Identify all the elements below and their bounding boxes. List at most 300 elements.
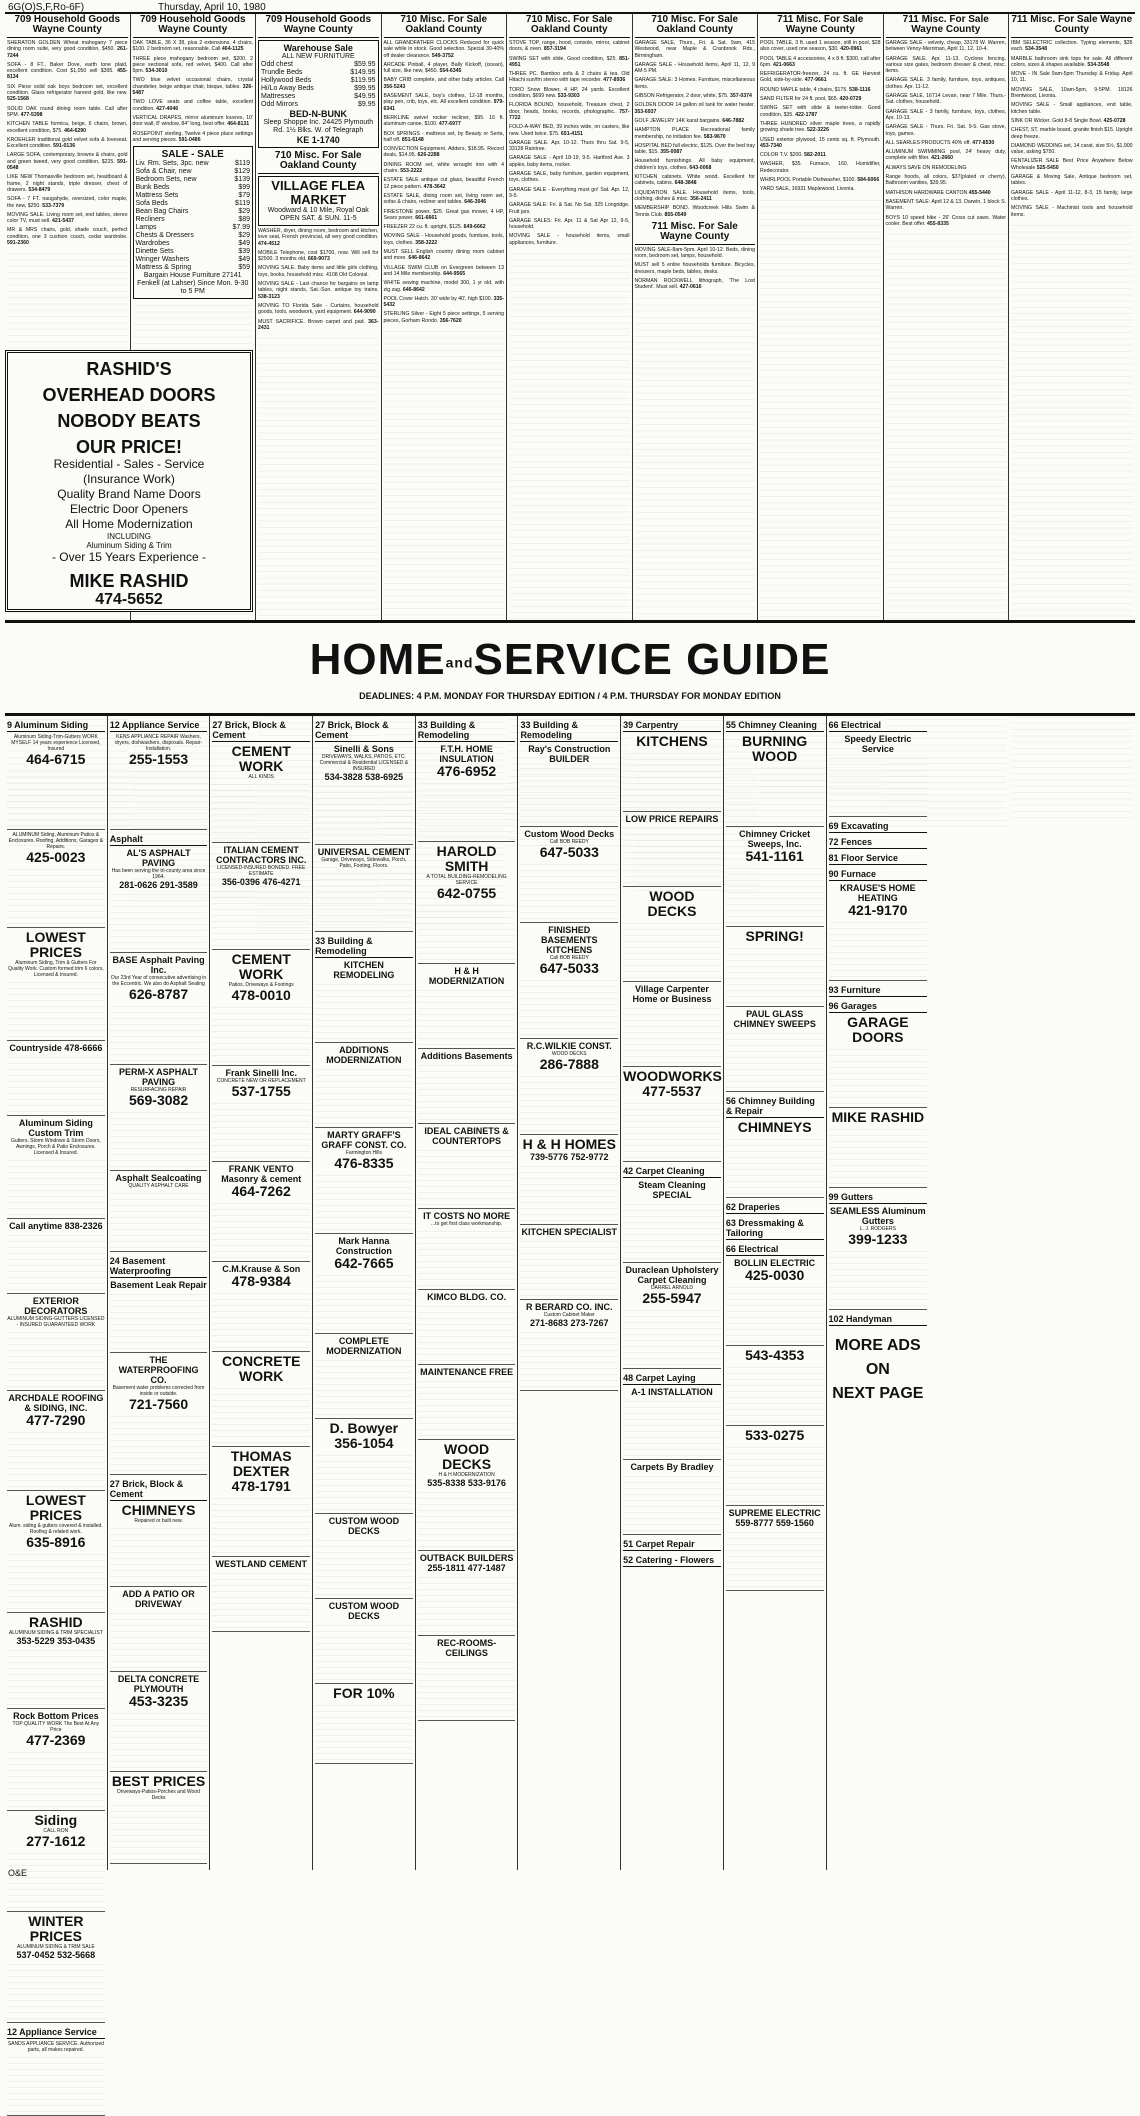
ad-text-filler (212, 1384, 310, 1444)
classified-ad (635, 247, 756, 260)
price-value: $119 (234, 200, 250, 208)
ad-phone: 591-0136 (53, 143, 76, 150)
service-ad-name: COMPLETE MODERNIZATION (326, 1336, 402, 1356)
price-item: Mattress & Spring (135, 264, 192, 272)
ad-divider (418, 1439, 516, 1440)
price-row (261, 101, 376, 109)
classified-ad (886, 140, 1007, 146)
service-ad-name: OUTBACK BUILDERS (419, 1553, 514, 1563)
service-ad (418, 1553, 516, 1633)
ad-phone: 591-0548 (7, 158, 128, 172)
classified-ad (635, 93, 756, 99)
price-value: $39 (238, 248, 250, 256)
ad-text: SHERATON GOLDEN Wheat mahogany 7 piece dining room suite, very good condition, $450. (7, 40, 128, 53)
ad-text-filler (315, 1621, 413, 1681)
service-ad-phone: 533-0275 (745, 1427, 805, 1443)
service-ad-text: ALUMINUM SIDING & TRIM SPECIALIST (8, 1630, 103, 1636)
service-ad (315, 1236, 413, 1331)
price-row (261, 93, 376, 101)
service-column (108, 716, 211, 1870)
ad-divider (110, 1064, 208, 1065)
service-ad-name: MIKE RASHID (831, 1109, 925, 1125)
ad-text: LIKE NEW Thomasville bedroom set, headboard & frame, 2 night stands, triple dresser, chest of drawers. (7, 174, 128, 193)
classified-ad (384, 146, 505, 159)
ad-text-filler (418, 1302, 516, 1362)
ad-divider (315, 1418, 413, 1419)
ad-text-filler (623, 749, 721, 809)
service-ad-text: ALUMINUM SIDING & TRIM SALE (16, 1944, 95, 1950)
ad-phone: 661-6661 (415, 214, 438, 221)
service-ad-name: CEMENT WORK (231, 951, 291, 982)
service-ad-name: IDEAL CABINETS & COUNTERTOPS (424, 1126, 509, 1146)
ad-divider (7, 927, 105, 928)
ad-text: STOVE TOP, range, hood, console, mirror, cabinet doors, & oven. (509, 40, 630, 53)
ad-text-filler (520, 764, 618, 824)
service-ad-phone: 541-1161 (745, 848, 804, 864)
home-service-guide-banner (5, 620, 1135, 716)
ad-divider (418, 841, 516, 842)
service-ad-name: Frank Sinelli Inc. (225, 1068, 297, 1078)
ad-text: GARAGE SALE - Everything must go! Sat. Apr. 12, 9-5. (509, 186, 630, 199)
ad-text-filler (110, 1709, 208, 1769)
service-ad-text: Call BOB REEDY (549, 955, 589, 961)
classified-ad (760, 96, 881, 102)
service-ad-phone: 739-5776 752-9772 (529, 1152, 609, 1162)
ad-phone: 525-1568 (7, 96, 29, 103)
ad-text: BERKLINE swivel rocker recliner, $95. 16 ft. aluminum canoe, $100. (383, 114, 504, 128)
service-ad-text: Alum. siding & gutters covered & installed. Roofing & related work. (9, 1523, 103, 1535)
ad-text-filler (623, 824, 721, 884)
ad-text-filler (212, 1289, 310, 1349)
price-value: $99 (238, 184, 250, 192)
service-ad-name: WINTER PRICES (28, 1913, 84, 1944)
classified-ad (258, 281, 379, 300)
service-category-header: 33 Building & Remodeling (315, 935, 413, 958)
ad-text-filler (110, 767, 208, 827)
service-ad (418, 1051, 516, 1121)
service-ad-text: TOP QUALITY WORK The Best At Any Price (12, 1721, 100, 1733)
service-ad (315, 1045, 413, 1125)
classified-ad (133, 77, 254, 96)
service-ad-text: SANDS APPLIANCE SERVICE. Authorized parts, all makes repaired. (7, 2041, 104, 2053)
service-ad (7, 1711, 105, 1808)
ad-text: FOLD-A-WAY BED, 39 inches wide, on casters, like new. Used twice. $75. (509, 124, 630, 137)
ad-divider (726, 1091, 824, 1092)
ad-divider (110, 1352, 208, 1353)
service-category-header: 93 Furniture (829, 984, 928, 997)
service-ad-name: Additions Basements (420, 1051, 513, 1061)
service-ad-name: Aluminum Siding Custom Trim (18, 1118, 93, 1138)
column-header: 710 Misc. For Sale Oakland County (635, 14, 756, 38)
rashid-line9: INCLUDING (106, 532, 151, 541)
service-ad-text: RESURFACING REPAIR (130, 1087, 187, 1093)
ad-divider (623, 811, 721, 812)
ad-divider (110, 952, 208, 953)
classified-ad (133, 115, 254, 128)
service-category-header: 12 Appliance Service (110, 719, 208, 732)
ad-phone: 538-3123 (258, 293, 280, 300)
ad-divider (110, 1474, 208, 1475)
ad-phone: 477-8530 (972, 139, 995, 146)
ad-text-filler (418, 986, 516, 1046)
service-ad (829, 1015, 928, 1105)
ad-text: KITCHEN cabinets. White wood. Excellent for cabinets, cabins. (634, 174, 755, 187)
rashid-phone: 474-5652 (95, 591, 163, 608)
service-ad-name: FINISHED BASEMENTS KITCHENS (541, 925, 598, 955)
ad-divider (212, 1065, 310, 1066)
classified-ad (384, 131, 505, 144)
service-ad (315, 1686, 413, 1761)
ad-phone: 422-1787 (795, 111, 818, 118)
service-column (416, 716, 519, 1870)
service-ad-name: Chimney Cricket Sweeps, Inc. (739, 829, 811, 849)
ad-text: MOVING SALE - household items, small appliances, furniture. (509, 233, 630, 246)
service-ad-text: DRIVEWAYS, WALKS, PATIOS, ETC. Commercial & Residential LICENSED & INSURED (319, 754, 409, 772)
ad-divider (520, 1224, 618, 1225)
ad-text-filler (315, 980, 413, 1040)
classified-ad (509, 56, 630, 69)
service-ad (7, 1221, 105, 1291)
service-ad-name: ADDITIONS MODERNIZATION (326, 1045, 402, 1065)
service-category-header: 55 Chimney Cleaning (726, 719, 824, 732)
ad-text: Range hoods, all colors, $37(plated or cherry), Bathroom vanities, $39.95. (885, 174, 1006, 187)
service-category-header: 66 Electrical (726, 1243, 824, 1256)
service-ad-name: D. Bowyer (329, 1420, 399, 1436)
service-category-header: 42 Carpet Cleaning (623, 1165, 721, 1178)
ad-text: POOL TABLE 4 accessories, 4 x 8 ft. $300, call after 6pm. (760, 55, 881, 68)
ad-text-filler (726, 1528, 824, 1588)
service-ad-name: Steam Cleaning SPECIAL (638, 1180, 706, 1200)
price-item: Dinette Sets (135, 248, 174, 256)
service-ad (520, 1041, 618, 1132)
ad-text-filler (623, 1472, 721, 1532)
price-item: Mattresses (261, 93, 296, 100)
price-value: $139 (234, 176, 250, 184)
ad-text-filler (212, 1494, 310, 1554)
service-ad (212, 1449, 310, 1554)
service-category-header: 81 Floor Service (829, 852, 928, 865)
classified-ad (760, 87, 881, 93)
service-ad-name: A-1 INSTALLATION (631, 1387, 713, 1397)
ad-divider (7, 1708, 105, 1709)
ad-text: GARAGE SALES: Fri. Apr. 11 & Sat Apr 12, 9-5, household. (509, 217, 630, 231)
service-ad-name: RASHID (29, 1614, 83, 1630)
ad-divider (7, 2022, 105, 2023)
classified-ad (886, 149, 1007, 162)
classified-ad (635, 190, 756, 203)
service-ad (7, 734, 105, 827)
ad-phone: 525-5450 (1036, 164, 1059, 171)
classified-ad (509, 71, 630, 84)
ad-phone: 477-6977 (438, 121, 461, 128)
service-ad (212, 1068, 310, 1159)
ad-text-filler (212, 887, 310, 947)
ad-divider (315, 1127, 413, 1128)
service-column (210, 716, 313, 1870)
classified-ad (635, 143, 756, 156)
column-header: 710 Misc. For Sale Oakland County (384, 14, 505, 38)
ad-divider (623, 886, 721, 887)
service-ad-text: WOOD DECKS (551, 1051, 587, 1057)
classified-ad (384, 93, 505, 112)
service-ad-name: R BERARD CO. INC. (526, 1302, 613, 1312)
ad-text: VERTICAL DRAPES, mirror aluminum louvres, 10' door wall, 8' window, 84" long, best offer. (132, 114, 253, 128)
classified-ad (384, 224, 505, 230)
ad-text: MOVE - IN Sale 9am-5pm Thursday & Friday. April 10, 11. (1011, 71, 1133, 84)
ad-text: GARAGE SALE. 3 family, furniture, toys, antiques, clothes. Apr. 11-12. (885, 77, 1006, 90)
ad-text-filler (726, 944, 824, 1004)
service-column (827, 716, 930, 1870)
classified-ad (886, 190, 1007, 196)
flea-market-ad (258, 176, 379, 226)
service-ad-text: LICENSED-INSURED BONDED. FREE ESTIMATE (217, 865, 306, 877)
ad-phone: 649-6662 (463, 224, 486, 231)
service-ad (623, 734, 721, 809)
service-ad-name: CUSTOM WOOD DECKS (328, 1516, 400, 1536)
service-ad (7, 1615, 105, 1706)
classified-ad (1011, 118, 1133, 124)
price-item: Sofa Beds (135, 200, 168, 208)
service-category-header: 51 Carpet Repair (623, 1538, 721, 1551)
ad-text-filler (110, 1524, 208, 1584)
service-ad (623, 1069, 721, 1159)
classified-ad (384, 193, 505, 206)
classified-ad (760, 121, 881, 134)
price-item: Hollywood Beds (261, 77, 312, 84)
service-ad (726, 1258, 824, 1343)
service-category-header: 33 Building & Remodeling (520, 719, 618, 742)
ad-text: GOLDEN DOOR 14 gallon oil tank for water heater. (634, 102, 755, 109)
ad-divider (7, 1115, 105, 1116)
service-ad-text: QUALITY ASPHALT CARE (128, 1183, 189, 1189)
classified-ad (384, 62, 505, 75)
ad-phone: 553-2222 (400, 168, 423, 175)
service-ad (7, 1118, 105, 1216)
rashid-line4: Residential - Sales - Service (53, 457, 205, 471)
service-ad-text: Farmington Hills (345, 1150, 382, 1156)
ad-phone: 478-3642 (423, 183, 446, 190)
classified-ad (384, 265, 505, 278)
ad-phone: 420-0729 (839, 96, 862, 103)
ad-text-filler (7, 1328, 105, 1388)
ad-text: GARAGE SALE - Household items, April 11, 12, 9 AM-5 PM. (634, 61, 755, 75)
price-value: $29 (238, 232, 250, 240)
service-ad-phone: 569-3082 (128, 1092, 189, 1108)
ad-text-filler (520, 1162, 618, 1222)
ad-text: BASEMENT SALE: April 12 & 13. Darwin, 1 block S. Warren. (885, 198, 1006, 212)
service-ad-name: SPRING! (745, 928, 804, 944)
service-ad-name: MARTY GRAFF'S GRAFF CONST. CO. (321, 1130, 407, 1150)
ad-text-filler (212, 1199, 310, 1259)
classified-column (507, 14, 633, 621)
ad-text: KITCHEN TABLE formica, beige, 6 chairs, brown, excellent condition, $75. (7, 121, 128, 134)
rashid-line1: OVERHEAD DOORS (42, 385, 216, 405)
service-ad-name: R.C.WILKIE CONST. (526, 1041, 612, 1051)
ad-text-filler (418, 779, 516, 839)
ad-text: ROUND MAPLE table, 4 chairs, $175. (760, 86, 848, 93)
service-ad-text: Basement water problems corrected from inside or outside. (112, 1385, 205, 1397)
service-ad-text: ALL KINDS (248, 774, 274, 780)
service-ad-text: Our 23rd Year of consecutive advertising in the Eccentric. We also do Asphalt Sealing (110, 975, 207, 987)
service-ad-text: CALL RON (43, 1828, 69, 1834)
service-ad-name: BASE Asphalt Paving Inc. (112, 955, 205, 975)
service-ad-text: KENS APPLIANCE REPAIR Washers, dryers, dishwashers, disposals. Repair-Installation. (114, 734, 203, 752)
ad-text: MUST SELL English country dining room cabinet and more. (383, 249, 504, 262)
ad-text: GARAGE SALE, baby furniture, garden equipment, toys, clothes. (509, 171, 630, 184)
ad-text-filler (829, 1045, 928, 1105)
service-ad-phone: 534-3828 538-6925 (324, 772, 404, 782)
ad-divider (726, 1505, 824, 1506)
ad-text: TORO Snow Blower, 4 HP, 24 yards. Excellent condition, $699 new. (509, 86, 630, 100)
ad-divider (418, 1048, 516, 1049)
banner-title-and: and (445, 654, 474, 671)
ad-text-filler (315, 1271, 413, 1331)
ad-text-filler (418, 1061, 516, 1121)
ad-divider (212, 1556, 310, 1557)
ad-text: HOSPITAL BED full electric, $125. Over the bed tray table, $15. (634, 142, 756, 156)
ad-phone: 356-7620 (439, 317, 462, 324)
ad-text-filler (315, 869, 413, 929)
service-ad (623, 1180, 721, 1260)
ad-text-filler (7, 1156, 105, 1216)
ad-divider (726, 1590, 824, 1591)
service-ad-text: Gutters, Storm Windows & Storm Doors, Awnings, Porch & Patio Enclosures. Licensed & Insured. (10, 1138, 101, 1156)
classified-ad (635, 127, 756, 140)
ad-phone: 356-5243 (383, 83, 406, 90)
service-ad-phone: 537-0452 532-5668 (16, 1950, 96, 1960)
service-ad-name: LOWEST PRICES (25, 929, 86, 960)
price-row (136, 256, 251, 264)
ad-phone: 455-8134 (7, 68, 128, 81)
classified-column (633, 14, 759, 621)
service-ad-name: PERM-X ASPHALT PAVING (119, 1067, 199, 1087)
service-ad-name: SUPREME ELECTRIC (728, 1508, 821, 1518)
classified-ad (7, 40, 128, 59)
service-ad (418, 1367, 516, 1437)
ad-text: IBM SELECTRIC collection. Typing elements, $35 each. (1011, 40, 1133, 53)
classified-ad (384, 249, 505, 262)
service-ad-text: ALUMINUM Siding, Aluminum Patios & Enclosures. Roofing, Additions, Garages & Repairs. (8, 832, 104, 850)
ad-phone: 757-7722 (509, 108, 630, 121)
price-row (136, 240, 251, 248)
ad-text: SIX Piece solid oak boys bedroom set, excellent condition. Glass refrigerator harvest gold, like new. (7, 83, 128, 97)
ad-phone: 355-0087 (660, 149, 683, 156)
ad-divider (623, 1262, 721, 1263)
service-category-header: 27 Brick, Block & Cement (212, 719, 310, 742)
service-ad-phone: 535-8338 533-9176 (427, 1478, 506, 1488)
ad-phone: 646-8642 (402, 286, 425, 293)
warehouse-store: BED-N-BUNK (289, 109, 347, 119)
service-ad (829, 883, 928, 978)
service-ad (726, 1508, 824, 1588)
service-ad-name: BOLLIN ELECTRIC (734, 1258, 816, 1268)
service-ad-text: Repaired or built new. (134, 1518, 183, 1524)
column-header: 711 Misc. For Sale Wayne County (760, 14, 881, 38)
ad-text: MOBILE Telephone, cost $1700, now. Will sell for $2500. 3 months old. (258, 249, 379, 263)
service-ad-name: Duraclean Upholstery Carpet Cleaning (625, 1265, 719, 1285)
classified-ad (760, 161, 881, 174)
service-ad-name: CHIMNEYS (737, 1119, 812, 1135)
service-ad-phone: 477-2369 (26, 1732, 86, 1748)
ad-text-filler (110, 1002, 208, 1062)
service-ad-name: LOWEST PRICES (25, 1492, 86, 1523)
ad-divider (520, 826, 618, 827)
price-value: $129 (234, 168, 250, 176)
ad-divider (418, 1720, 516, 1721)
ad-text: ROSEPOINT sterling, Twelve 4 piece place settings and serving pieces. (132, 130, 253, 143)
service-ad (212, 1264, 310, 1349)
ad-phone: 584-6066 (857, 177, 880, 184)
service-ad-name: THOMAS DEXTER (230, 1448, 292, 1479)
ad-divider (418, 1289, 516, 1290)
classified-ad (635, 205, 756, 218)
price-value: $9.95 (357, 101, 376, 108)
ad-text: VILLAGE SWIM CLUB on Evergreen between 13 and 14 Mile membership. (383, 264, 504, 277)
service-ad-name: KITCHEN REMODELING (333, 960, 395, 980)
classified-ad (7, 84, 128, 103)
ad-text: SOFA - 7 FT. naugahyde, oversized, color maple, the new, $250. (7, 196, 128, 209)
column-header: 709 Household Goods Wayne County (133, 14, 254, 38)
ad-text: THREE HUNDRED silver maple trees, a rapidly growing shade tree. (760, 120, 881, 134)
service-ad-phone: 476-6952 (437, 763, 497, 779)
service-category-header: Asphalt (110, 833, 208, 846)
classified-ad (1011, 190, 1133, 203)
ad-text-filler (212, 1099, 310, 1159)
ad-divider (520, 922, 618, 923)
ad-text: POOL TABLE, 3 ft. used 1 season, still in pool, $28 also cover, used one season, $30. (760, 40, 881, 53)
ad-divider (315, 1513, 413, 1514)
service-ad-phone: 478-9384 (231, 1273, 291, 1289)
ad-text-filler (726, 1283, 824, 1343)
classified-ad (1011, 127, 1133, 140)
sale-title: SALE - SALE (161, 149, 224, 161)
classified-ad (384, 209, 505, 222)
classified-ad (886, 124, 1007, 137)
ad-phone: 477-8936 (603, 77, 626, 84)
ad-text-filler (829, 1125, 928, 1185)
ad-divider (623, 981, 721, 982)
ad-text: NORMAN ROCKWELL lithograph, 'The Lost Student'. Must sell. (634, 278, 755, 291)
ad-text: LIQUIDATION SALE. Household items, tools, clothing, dishes & misc. (634, 189, 755, 202)
rashid-contact: MIKE RASHID (69, 571, 189, 591)
service-ad (520, 1302, 618, 1388)
ad-text-filler (520, 860, 618, 920)
ad-text: SWING SET with slide & teeter-totter. Good condition, $35. (760, 105, 881, 118)
ad-divider (315, 844, 413, 845)
ad-text-filler (726, 1443, 824, 1503)
service-ad-name: Rock Bottom Prices (13, 1711, 99, 1721)
classified-ad (384, 311, 505, 324)
service-ad-name: ADD A PATIO OR DRIVEWAY (122, 1589, 195, 1609)
ad-phone: 669-9073 (307, 256, 330, 263)
classified-ad (509, 187, 630, 200)
price-row (261, 69, 376, 77)
service-ad-phone: 464-7262 (231, 1183, 291, 1199)
ad-text: SWING SET with slide, Good condition, $25. (509, 55, 617, 62)
ad-text: GARAGE SALE: 3 Homes. Furniture, miscellaneous items. (634, 77, 755, 90)
ad-divider (7, 1218, 105, 1219)
ad-phone: 353-6937 (634, 108, 657, 115)
service-ad (110, 1355, 208, 1472)
ad-text-filler (212, 780, 310, 840)
classified-ad (635, 77, 756, 90)
ad-divider (829, 1187, 928, 1188)
classified-ad (635, 158, 756, 171)
service-ad (418, 744, 516, 839)
ad-text-filler (7, 1748, 105, 1808)
service-ad-text: Aluminum Siding, Trim & Gutters For Quality Work. Custom formed trim 6 colors, Licensed & Insured. (8, 960, 104, 978)
column-subheader: 710 Misc. For Sale Oakland County (258, 150, 379, 174)
